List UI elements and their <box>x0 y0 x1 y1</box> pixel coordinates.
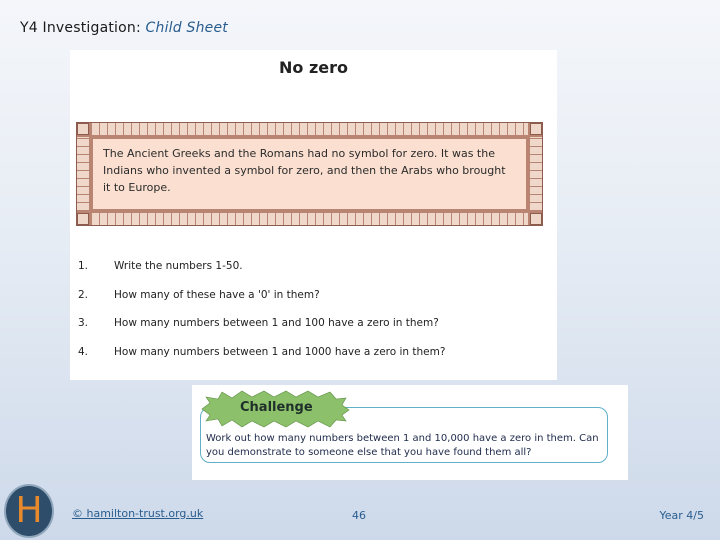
frame-border-left <box>77 137 89 211</box>
question-text: How many of these have a '0' in them? <box>114 288 320 301</box>
question-number: 1. <box>78 260 89 272</box>
frame-border-right <box>530 137 542 211</box>
slide-title-prefix: Y4 Investigation: <box>20 20 146 36</box>
challenge-label: Challenge <box>240 400 313 415</box>
frame-border-top <box>91 123 528 135</box>
frame-border-bottom <box>91 213 528 225</box>
worksheet-title: No zero <box>279 58 348 77</box>
logo-letter: H <box>15 490 43 531</box>
question-text: Write the numbers 1-50. <box>114 260 243 272</box>
frame-corner-icon <box>77 123 89 135</box>
frame-corner-icon <box>77 213 89 225</box>
challenge-text: Work out how many numbers between 1 and 10,000 have a zero in them. Can you demonstrate to someone else that you have found them all? <box>206 433 599 458</box>
year-label: Year 4/5 <box>659 509 704 522</box>
question-number: 4. <box>78 345 89 358</box>
question-item <box>78 289 538 318</box>
decorative-frame <box>76 122 543 226</box>
question-item <box>78 317 538 346</box>
hamilton-logo-icon <box>4 484 54 538</box>
frame-corner-icon <box>530 213 542 225</box>
question-number: 3. <box>78 317 89 329</box>
worksheet <box>70 50 557 380</box>
question-item <box>78 346 538 375</box>
slide-title <box>20 20 228 36</box>
slide-title-accent: Child Sheet <box>145 20 228 36</box>
question-number: 2. <box>78 288 89 301</box>
question-item <box>78 260 538 289</box>
intro-text: The Ancient Greeks and the Romans had no symbol for zero. It was the Indians who invented a symbol for zero, and then the Arabs who brought it to Europe. <box>93 139 526 209</box>
question-text: How many numbers between 1 and 1000 have a zero in them? <box>114 345 446 358</box>
question-list <box>78 260 538 374</box>
question-text: How many numbers between 1 and 100 have a zero in them? <box>114 317 439 329</box>
page-number: 46 <box>352 509 366 522</box>
frame-corner-icon <box>530 123 542 135</box>
copyright-link[interactable]: © hamilton-trust.org.uk <box>72 507 204 520</box>
challenge-panel <box>192 385 628 480</box>
